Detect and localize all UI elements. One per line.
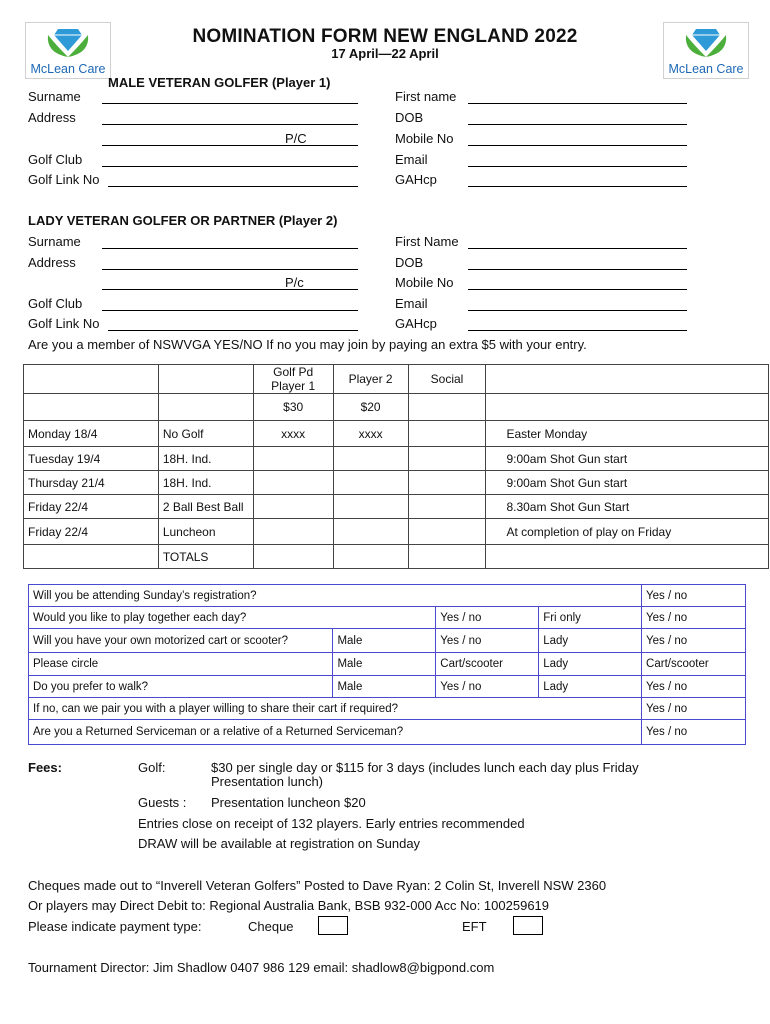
membership-question: Are you a member of NSWVGA YES/NO If no you may join by paying an extra $5 with your entry. — [28, 337, 587, 352]
p2-mobile-label: Mobile No — [395, 275, 454, 290]
question-row — [29, 585, 746, 607]
sched-totals-label: TOTALS — [158, 545, 253, 569]
fees-guests-label: Guests : — [138, 795, 187, 810]
p2-golf-club-label: Golf Club — [28, 296, 83, 311]
p2-golf-link-label: Golf Link No — [28, 316, 100, 331]
sched-h-player1: Golf Pd Player 1 — [253, 365, 333, 394]
p2-surname-field[interactable] — [102, 248, 358, 249]
p1-first-name-field[interactable] — [468, 103, 687, 104]
fees-label: Fees: — [28, 760, 62, 775]
q5-lady: Lady — [539, 676, 642, 698]
q3-lady-answer[interactable]: Yes / no — [642, 629, 746, 653]
sched-day: Friday 22/4 — [24, 519, 159, 545]
sched-event: 18H. Ind. — [158, 471, 253, 495]
sched-event: No Golf — [158, 421, 253, 447]
table-row — [24, 471, 769, 495]
q5-male-answer[interactable]: Yes / no — [436, 676, 539, 698]
q7-text: Are you a Returned Serviceman or a relative of a Returned Serviceman? — [29, 720, 642, 745]
p2-dob-label: DOB — [395, 255, 424, 270]
p1-surname-field[interactable] — [102, 103, 358, 104]
sched-p5 — [486, 394, 769, 421]
sched-day: Thursday 21/4 — [24, 471, 159, 495]
q1-text: Will you be attending Sunday’s registration? — [29, 585, 642, 607]
sched-player1-total[interactable] — [253, 545, 333, 569]
q4-male-answer[interactable]: Cart/scooter — [436, 653, 539, 676]
p2-address-label: Address — [28, 255, 76, 270]
sched-event: 2 Ball Best Ball — [158, 495, 253, 519]
p2-address-field[interactable] — [102, 269, 358, 270]
payment-indicate-label: Please indicate payment type: — [28, 919, 202, 934]
form-dates: 17 April—22 April — [331, 46, 439, 61]
p1-email-label: Email — [395, 152, 428, 167]
payment-cheques: Cheques made out to “Inverell Veteran Golfers” Posted to Dave Ryan: 2 Colin St, Inverell NSW 2360 — [28, 878, 607, 893]
sched-player1-cell: xxxx — [253, 421, 333, 447]
p1-dob-label: DOB — [395, 110, 424, 125]
sched-price-player1: $30 — [253, 394, 333, 421]
p1-golf-club-label: Golf Club — [28, 152, 83, 167]
question-row — [29, 698, 746, 720]
sched-event: Luncheon — [158, 519, 253, 545]
sched-note: 9:00am Shot Gun start — [486, 447, 769, 471]
fees-golf-line1: $30 per single day or $115 for 3 days (includes lunch each day plus Friday — [211, 760, 639, 775]
fees-draw: DRAW will be available at registration on Sunday — [138, 836, 421, 851]
p2-pc-label: P/c — [285, 275, 304, 290]
logo-right-text: McLean Care — [668, 62, 744, 76]
sched-p0 — [24, 394, 159, 421]
sched-social-cell[interactable] — [408, 471, 486, 495]
sched-player2-total[interactable] — [333, 545, 408, 569]
q5-lady-answer[interactable]: Yes / no — [642, 676, 746, 698]
q5-male: Male — [333, 676, 436, 698]
p1-mobile-field[interactable] — [468, 145, 687, 146]
question-row — [29, 720, 746, 745]
sched-social-total[interactable] — [408, 545, 486, 569]
sched-social-cell[interactable] — [408, 495, 486, 519]
sched-day — [24, 545, 159, 569]
p2-first-name-field[interactable] — [468, 248, 687, 249]
p2-address-field-2[interactable] — [102, 289, 358, 290]
sched-player1-cell[interactable] — [253, 471, 333, 495]
q7-answer[interactable]: Yes / no — [642, 720, 746, 745]
sched-note: Easter Monday — [486, 421, 769, 447]
fees-golf-line2: Presentation lunch) — [211, 774, 324, 789]
sched-social-cell[interactable] — [408, 519, 486, 545]
eft-checkbox[interactable] — [513, 916, 543, 935]
p1-email-field[interactable] — [468, 166, 687, 167]
sched-player2-cell[interactable] — [333, 519, 408, 545]
p2-surname-label: Surname — [28, 234, 81, 249]
q6-answer[interactable]: Yes / no — [642, 698, 746, 720]
schedule-table — [23, 364, 769, 569]
sched-event: 18H. Ind. — [158, 447, 253, 471]
p2-gahcp-field[interactable] — [468, 330, 687, 331]
sched-day: Friday 22/4 — [24, 495, 159, 519]
q3-lady: Lady — [539, 629, 642, 653]
cheque-checkbox[interactable] — [318, 916, 348, 935]
sched-h-player2: Player 2 — [333, 365, 408, 394]
q2-option-a[interactable]: Yes / no — [436, 607, 539, 629]
sched-player2-cell[interactable] — [333, 471, 408, 495]
sched-social-cell[interactable] — [408, 421, 486, 447]
q5-text: Do you prefer to walk? — [29, 676, 333, 698]
sched-h5 — [486, 365, 769, 394]
q3-male-answer[interactable]: Yes / no — [436, 629, 539, 653]
eft-label: EFT — [462, 919, 487, 934]
q4-text: Please circle — [29, 653, 333, 676]
p1-address-label: Address — [28, 110, 76, 125]
sched-player2-cell[interactable] — [333, 495, 408, 519]
p2-golf-club-field[interactable] — [102, 310, 358, 311]
sched-note — [486, 545, 769, 569]
sched-player2-cell: xxxx — [333, 421, 408, 447]
q4-male: Male — [333, 653, 436, 676]
p2-gahcp-label: GAHcp — [395, 316, 437, 331]
q2-answer[interactable]: Yes / no — [642, 607, 746, 629]
table-row — [24, 447, 769, 471]
p1-gahcp-field[interactable] — [468, 186, 687, 187]
sched-p4 — [408, 394, 486, 421]
p1-pc-label: P/C — [285, 131, 307, 146]
p1-dob-field[interactable] — [468, 124, 687, 125]
p2-dob-field[interactable] — [468, 269, 687, 270]
table-row — [24, 421, 769, 447]
q6-text: If no, can we pair you with a player willing to share their cart if required? — [29, 698, 642, 720]
sched-player1-cell[interactable] — [253, 447, 333, 471]
table-row — [24, 519, 769, 545]
sched-day: Tuesday 19/4 — [24, 447, 159, 471]
sched-note: 9:00am Shot Gun start — [486, 471, 769, 495]
p1-mobile-label: Mobile No — [395, 131, 454, 146]
table-row — [24, 495, 769, 519]
p2-golf-link-field[interactable] — [108, 330, 358, 331]
sched-h0 — [24, 365, 159, 394]
sched-player1-cell[interactable] — [253, 495, 333, 519]
sched-note: 8.30am Shot Gun Start — [486, 495, 769, 519]
question-row — [29, 653, 746, 676]
p2-email-label: Email — [395, 296, 428, 311]
fees-guests-text: Presentation luncheon $20 — [211, 795, 366, 810]
q3-male: Male — [333, 629, 436, 653]
sched-player2-cell[interactable] — [333, 447, 408, 471]
player2-heading: LADY VETERAN GOLFER OR PARTNER (Player 2) — [28, 213, 338, 228]
p1-gahcp-label: GAHcp — [395, 172, 437, 187]
question-row — [29, 607, 746, 629]
p1-address-field[interactable] — [102, 124, 358, 125]
p1-golf-link-field[interactable] — [108, 186, 358, 187]
sched-social-cell[interactable] — [408, 447, 486, 471]
sched-day: Monday 18/4 — [24, 421, 159, 447]
sched-price-player2: $20 — [333, 394, 408, 421]
fees-entries: Entries close on receipt of 132 players. Early entries recommended — [138, 816, 525, 831]
p1-golf-link-label: Golf Link No — [28, 172, 100, 187]
question-row — [29, 629, 746, 653]
q4-lady-answer[interactable]: Cart/scooter — [642, 653, 746, 676]
q1-answer[interactable]: Yes / no — [642, 585, 746, 607]
sched-h-social: Social — [408, 365, 486, 394]
p1-address-field-2[interactable] — [102, 145, 358, 146]
sched-h1 — [158, 365, 253, 394]
q4-lady: Lady — [539, 653, 642, 676]
q3-text: Will you have your own motorized cart or scooter? — [29, 629, 333, 653]
sched-player1-cell[interactable] — [253, 519, 333, 545]
p2-mobile-field[interactable] — [468, 289, 687, 290]
logo-left-text: McLean Care — [30, 62, 106, 76]
cheque-label: Cheque — [248, 919, 294, 934]
sched-p1 — [158, 394, 253, 421]
question-row — [29, 676, 746, 698]
totals-row — [24, 545, 769, 569]
q2-option-b[interactable]: Fri only — [539, 607, 642, 629]
questions-table — [28, 584, 746, 745]
fees-golf-label: Golf: — [138, 760, 166, 775]
p1-first-name-label: First name — [395, 89, 457, 104]
q2-text: Would you like to play together each day? — [29, 607, 436, 629]
payment-direct-debit: Or players may Direct Debit to: Regional Australia Bank, BSB 932-000 Acc No: 100259619 — [28, 898, 550, 913]
p2-first-name-label: First Name — [395, 234, 459, 249]
sched-note: At completion of play on Friday — [486, 519, 769, 545]
p1-golf-club-field[interactable] — [102, 166, 358, 167]
schedule-price-row — [24, 394, 769, 421]
p1-surname-label: Surname — [28, 89, 81, 104]
form-title: NOMINATION FORM NEW ENGLAND 2022 — [192, 26, 578, 47]
schedule-header-row — [24, 365, 769, 394]
p2-email-field[interactable] — [468, 310, 687, 311]
tournament-director: Tournament Director: Jim Shadlow 0407 986 129 email: shadlow8@bigpond.com — [28, 960, 495, 975]
player1-heading: MALE VETERAN GOLFER (Player 1) — [108, 75, 331, 90]
